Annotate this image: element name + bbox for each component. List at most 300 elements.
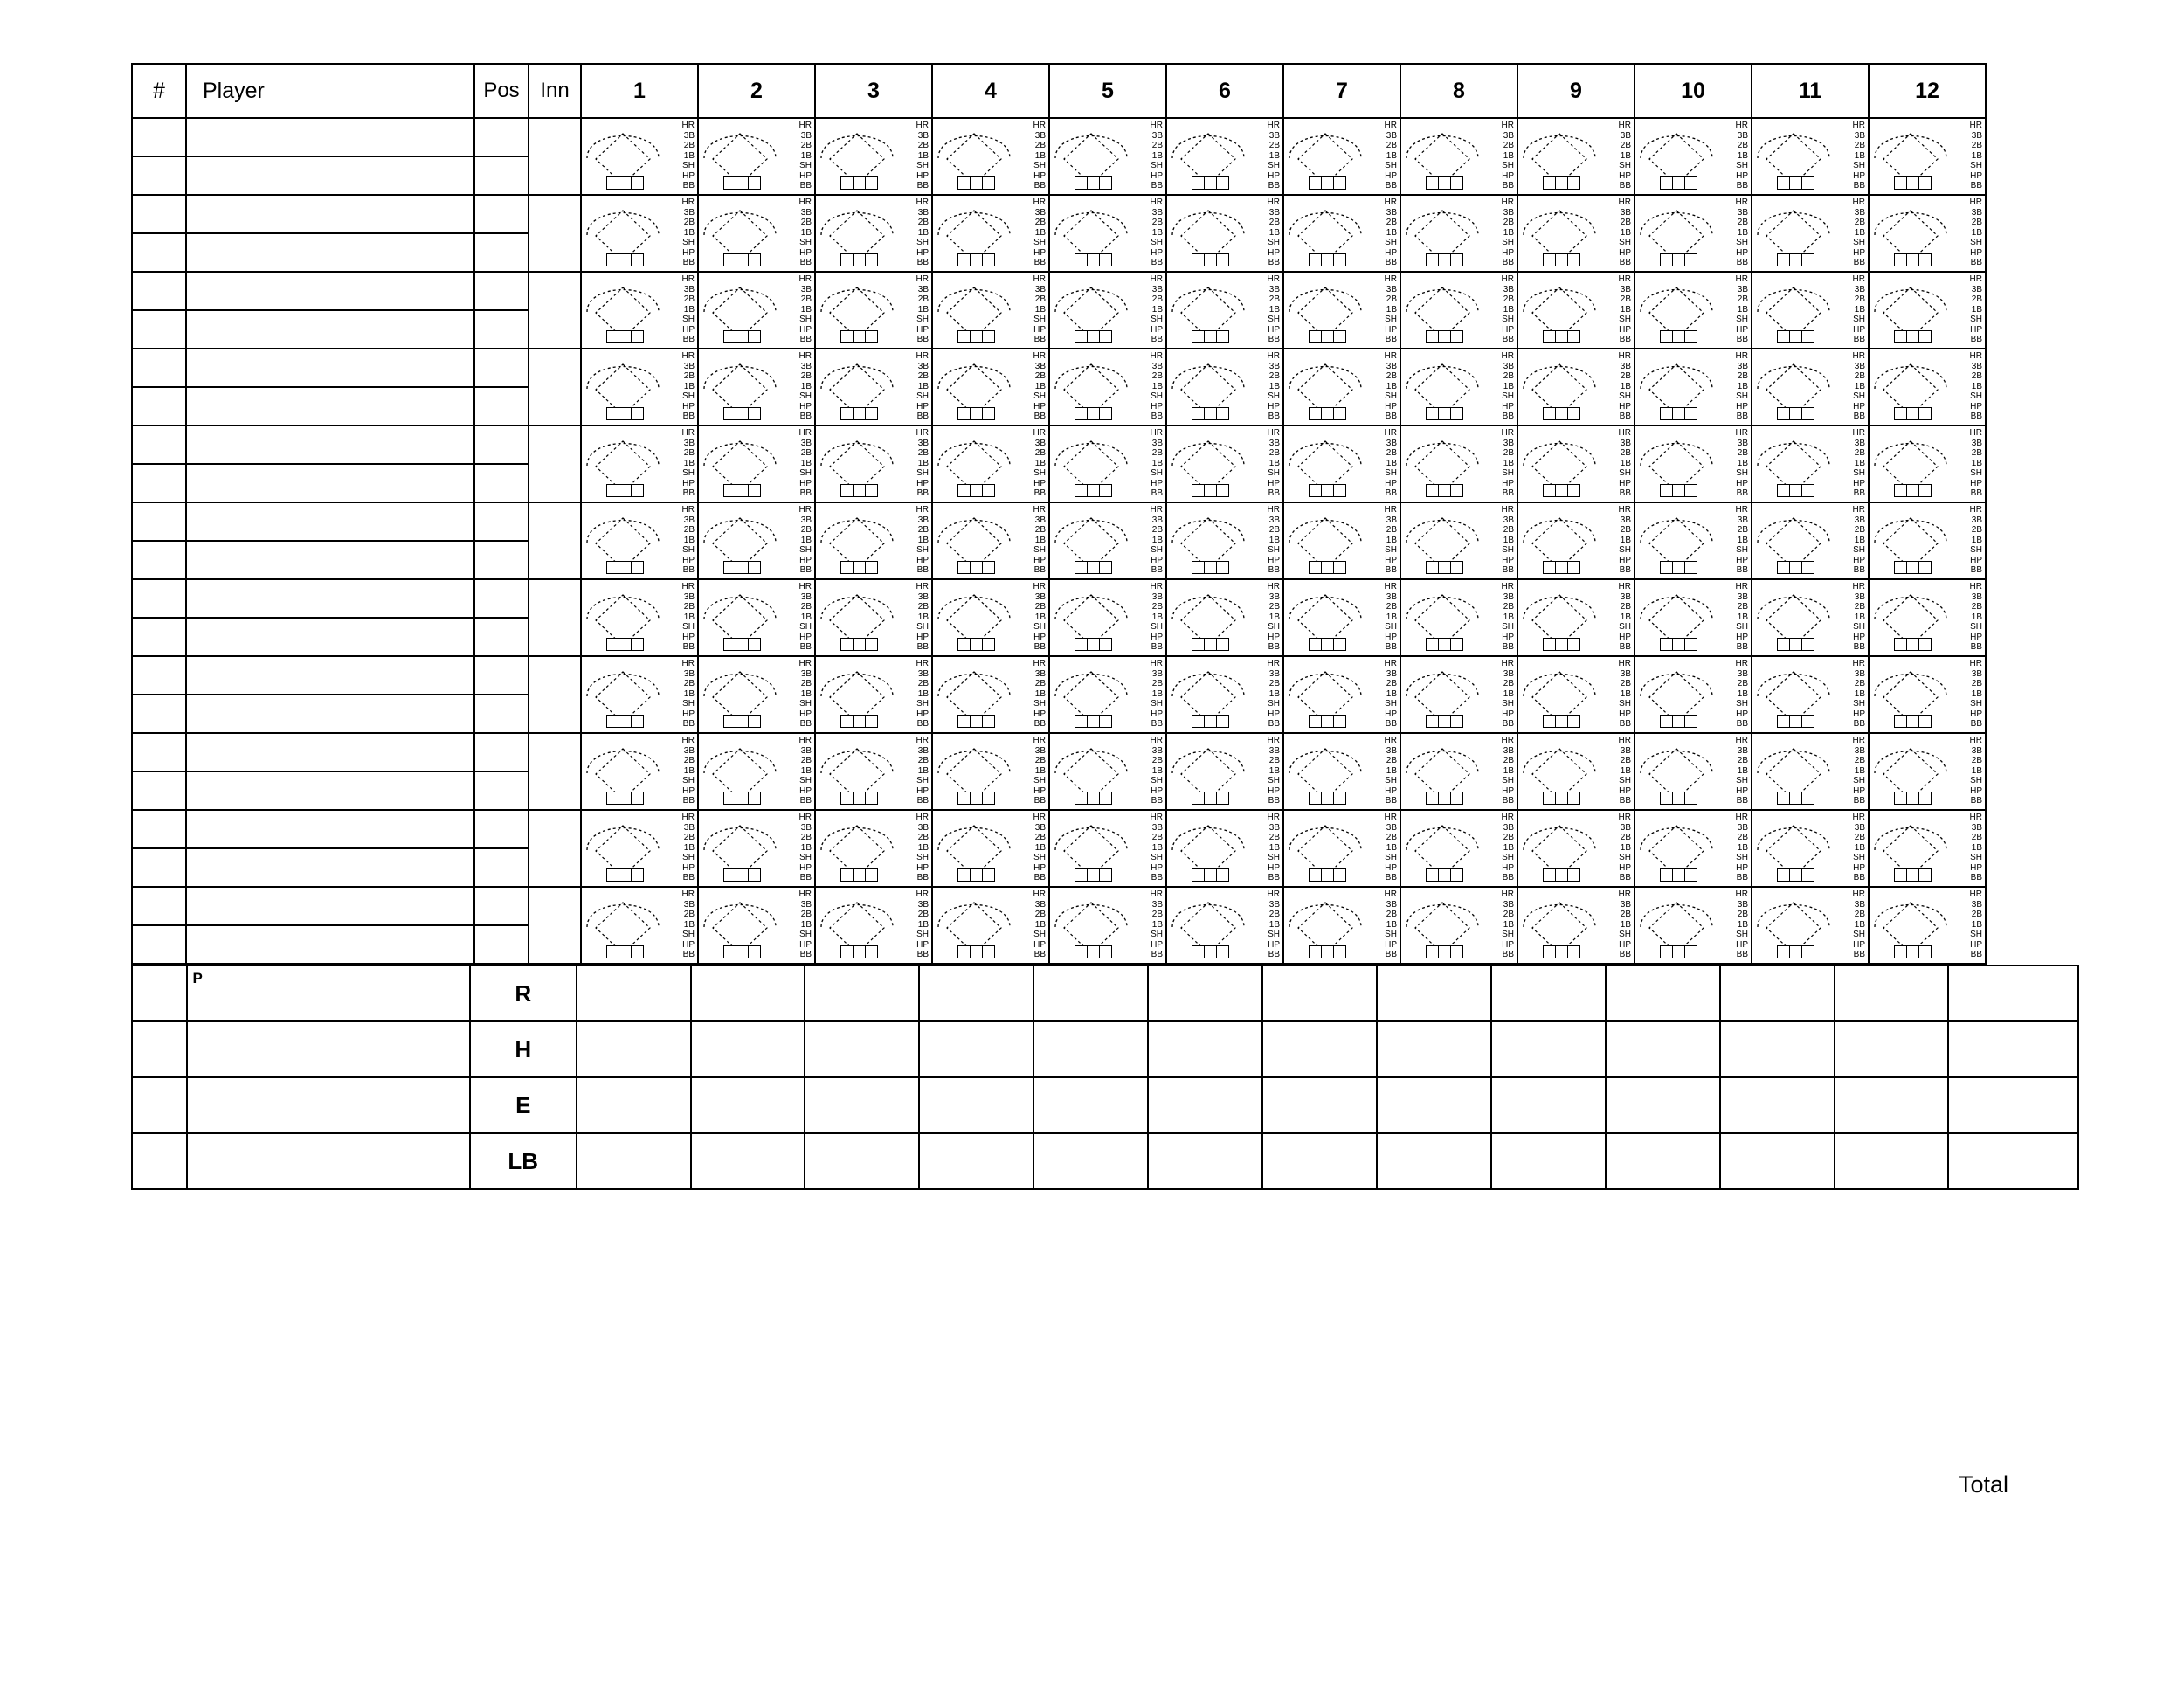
out-box[interactable] bbox=[1204, 945, 1217, 958]
diamond-graphic[interactable] bbox=[1752, 120, 1868, 193]
hit-label-HR[interactable]: HR bbox=[798, 736, 812, 745]
hit-label-HR[interactable]: HR bbox=[1969, 428, 1982, 438]
summary-inning-cell[interactable] bbox=[577, 1021, 691, 1077]
hit-label-HP[interactable]: HP bbox=[1619, 939, 1631, 950]
hit-label-3B[interactable]: 3B bbox=[683, 745, 695, 756]
diamond-cell[interactable] bbox=[698, 733, 815, 810]
out-box[interactable] bbox=[606, 253, 619, 266]
hit-label-HR[interactable]: HR bbox=[681, 736, 695, 745]
hit-label-SH[interactable]: SH bbox=[1619, 238, 1631, 247]
out-box[interactable] bbox=[1801, 638, 1814, 651]
summary-total-cell[interactable] bbox=[1948, 1077, 2078, 1133]
hit-label-HP[interactable]: HP bbox=[1853, 939, 1865, 950]
out-box[interactable] bbox=[1555, 484, 1568, 497]
hit-label-SH[interactable]: SH bbox=[1502, 545, 1514, 555]
diamond-cell[interactable] bbox=[698, 425, 815, 502]
out-box[interactable] bbox=[1087, 176, 1100, 190]
hit-label-HP[interactable]: HP bbox=[1736, 785, 1748, 796]
hit-label-1B[interactable]: 1B bbox=[1971, 612, 1982, 622]
hit-label-1B[interactable]: 1B bbox=[1854, 304, 1865, 315]
hit-label-2B[interactable]: 2B bbox=[1151, 602, 1163, 612]
diamond-cell[interactable] bbox=[815, 656, 932, 733]
hit-label-BB[interactable]: BB bbox=[1970, 488, 1982, 498]
diamond-cell[interactable] bbox=[1166, 733, 1283, 810]
diamond-cell[interactable] bbox=[1869, 425, 1986, 502]
hit-label-BB[interactable]: BB bbox=[1033, 950, 1046, 959]
hit-label-1B[interactable]: 1B bbox=[1386, 535, 1397, 545]
out-box[interactable] bbox=[970, 176, 983, 190]
summary-inning-cell[interactable] bbox=[1720, 1021, 1835, 1077]
hit-label-3B[interactable]: 3B bbox=[1151, 130, 1163, 141]
diamond-graphic[interactable] bbox=[582, 120, 697, 193]
hit-label-1B[interactable]: 1B bbox=[1034, 150, 1046, 161]
out-box[interactable] bbox=[1684, 484, 1697, 497]
out-box[interactable] bbox=[982, 715, 995, 728]
out-box[interactable] bbox=[1192, 945, 1205, 958]
diamond-cell[interactable] bbox=[1517, 579, 1635, 656]
hit-label-HP[interactable]: HP bbox=[1268, 709, 1280, 719]
hit-label-SH[interactable]: SH bbox=[799, 468, 812, 478]
out-box[interactable] bbox=[1777, 407, 1790, 420]
out-boxes[interactable] bbox=[840, 715, 877, 728]
hit-label-BB[interactable]: BB bbox=[682, 258, 695, 267]
hit-label-HP[interactable]: HP bbox=[1385, 478, 1397, 488]
hit-label-HP[interactable]: HP bbox=[1151, 862, 1163, 873]
hit-label-HR[interactable]: HR bbox=[1501, 813, 1514, 822]
summary-inning-cell[interactable] bbox=[577, 965, 691, 1021]
out-box[interactable] bbox=[957, 407, 971, 420]
diamond-graphic[interactable] bbox=[1635, 504, 1751, 578]
hit-label-1B[interactable]: 1B bbox=[1971, 535, 1982, 545]
hit-label-2B[interactable]: 2B bbox=[1268, 141, 1280, 150]
hit-label-BB[interactable]: BB bbox=[682, 873, 695, 882]
out-box[interactable] bbox=[1567, 715, 1580, 728]
diamond-cell[interactable] bbox=[698, 118, 815, 195]
hit-label-BB[interactable]: BB bbox=[682, 719, 695, 729]
hit-label-1B[interactable]: 1B bbox=[1620, 458, 1631, 468]
hit-label-2B[interactable]: 2B bbox=[1386, 294, 1397, 304]
hit-label-BB[interactable]: BB bbox=[1268, 565, 1280, 575]
cell-player-name-sub[interactable] bbox=[186, 156, 474, 195]
hit-label-1B[interactable]: 1B bbox=[800, 535, 812, 545]
out-boxes[interactable] bbox=[1426, 561, 1462, 574]
hit-label-SH[interactable]: SH bbox=[1151, 468, 1163, 478]
cell-player-name[interactable] bbox=[186, 349, 474, 387]
hit-label-1B[interactable]: 1B bbox=[1503, 304, 1514, 315]
summary-inning-cell[interactable] bbox=[919, 1077, 1033, 1133]
diamond-cell[interactable] bbox=[1049, 656, 1166, 733]
cell-number-sub[interactable] bbox=[132, 387, 186, 425]
hit-label-3B[interactable]: 3B bbox=[1737, 207, 1748, 218]
out-boxes[interactable] bbox=[1309, 715, 1345, 728]
out-box[interactable] bbox=[606, 945, 619, 958]
out-box[interactable] bbox=[1075, 176, 1088, 190]
diamond-cell[interactable] bbox=[1517, 656, 1635, 733]
hit-label-2B[interactable]: 2B bbox=[1620, 833, 1631, 842]
hit-label-SH[interactable]: SH bbox=[1736, 161, 1748, 170]
hit-label-3B[interactable]: 3B bbox=[1620, 284, 1631, 294]
out-box[interactable] bbox=[1543, 638, 1556, 651]
out-box[interactable] bbox=[970, 868, 983, 882]
hit-label-2B[interactable]: 2B bbox=[1971, 602, 1982, 612]
out-box[interactable] bbox=[970, 253, 983, 266]
out-box[interactable] bbox=[1087, 561, 1100, 574]
cell-player-name[interactable] bbox=[186, 656, 474, 695]
cell-player-name-sub[interactable] bbox=[186, 541, 474, 579]
hit-label-HP[interactable]: HP bbox=[1853, 632, 1865, 642]
summary-inning-cell[interactable] bbox=[691, 965, 805, 1021]
diamond-cell[interactable] bbox=[1752, 656, 1869, 733]
diamond-graphic[interactable] bbox=[1284, 889, 1400, 962]
hit-label-1B[interactable]: 1B bbox=[1854, 842, 1865, 853]
hit-label-SH[interactable]: SH bbox=[1151, 161, 1163, 170]
hit-label-HP[interactable]: HP bbox=[682, 478, 695, 488]
diamond-graphic[interactable] bbox=[1870, 273, 1985, 347]
out-box[interactable] bbox=[1789, 638, 1802, 651]
cell-number[interactable] bbox=[132, 887, 186, 925]
hit-label-HP[interactable]: HP bbox=[682, 939, 695, 950]
diamond-cell[interactable] bbox=[1635, 195, 1752, 272]
hit-label-BB[interactable]: BB bbox=[682, 950, 695, 959]
hit-label-HR[interactable]: HR bbox=[916, 274, 929, 284]
out-box[interactable] bbox=[723, 330, 736, 343]
hit-label-BB[interactable]: BB bbox=[1033, 719, 1046, 729]
cell-position[interactable] bbox=[474, 810, 529, 848]
hit-label-HR[interactable]: HR bbox=[1501, 505, 1514, 515]
diamond-cell[interactable] bbox=[932, 733, 1049, 810]
out-boxes[interactable] bbox=[1309, 176, 1345, 190]
hit-label-3B[interactable]: 3B bbox=[800, 745, 812, 756]
hit-label-SH[interactable]: SH bbox=[682, 468, 695, 478]
summary-inning-cell[interactable] bbox=[919, 1021, 1033, 1077]
hit-label-SH[interactable]: SH bbox=[1853, 161, 1865, 170]
hit-label-HP[interactable]: HP bbox=[1033, 478, 1046, 488]
hit-label-1B[interactable]: 1B bbox=[1620, 612, 1631, 622]
diamond-graphic[interactable] bbox=[1401, 812, 1517, 885]
out-boxes[interactable] bbox=[1543, 253, 1579, 266]
hit-label-HR[interactable]: HR bbox=[1384, 274, 1397, 284]
hit-label-1B[interactable]: 1B bbox=[1737, 458, 1748, 468]
hit-label-1B[interactable]: 1B bbox=[800, 688, 812, 699]
hit-label-HR[interactable]: HR bbox=[798, 121, 812, 130]
out-boxes[interactable] bbox=[606, 484, 643, 497]
hit-label-2B[interactable]: 2B bbox=[683, 141, 695, 150]
hit-label-SH[interactable]: SH bbox=[1619, 391, 1631, 401]
out-box[interactable] bbox=[1192, 638, 1205, 651]
diamond-cell[interactable] bbox=[1869, 887, 1986, 964]
out-box[interactable] bbox=[1906, 407, 1919, 420]
cell-player-name-sub[interactable] bbox=[186, 233, 474, 272]
hit-label-HP[interactable]: HP bbox=[1033, 555, 1046, 565]
diamond-graphic[interactable] bbox=[582, 350, 697, 424]
hit-label-HR[interactable]: HR bbox=[1384, 736, 1397, 745]
out-boxes[interactable] bbox=[1660, 945, 1697, 958]
out-box[interactable] bbox=[736, 253, 749, 266]
out-box[interactable] bbox=[970, 715, 983, 728]
hit-label-BB[interactable]: BB bbox=[1619, 488, 1631, 498]
out-box[interactable] bbox=[723, 792, 736, 805]
hit-label-BB[interactable]: BB bbox=[1736, 258, 1748, 267]
diamond-graphic[interactable] bbox=[816, 197, 931, 270]
hit-label-HR[interactable]: HR bbox=[1501, 428, 1514, 438]
hit-label-HP[interactable]: HP bbox=[682, 247, 695, 258]
hit-label-SH[interactable]: SH bbox=[1033, 545, 1046, 555]
diamond-cell[interactable] bbox=[1166, 656, 1283, 733]
out-boxes[interactable] bbox=[1894, 715, 1931, 728]
out-box[interactable] bbox=[1216, 715, 1229, 728]
diamond-cell[interactable] bbox=[815, 887, 932, 964]
diamond-cell[interactable] bbox=[1752, 118, 1869, 195]
out-box[interactable] bbox=[1204, 330, 1217, 343]
hit-label-HP[interactable]: HP bbox=[1502, 401, 1514, 412]
out-box[interactable] bbox=[1789, 253, 1802, 266]
out-box[interactable] bbox=[1555, 792, 1568, 805]
hit-label-HR[interactable]: HR bbox=[916, 428, 929, 438]
hit-label-SH[interactable]: SH bbox=[1151, 853, 1163, 862]
out-box[interactable] bbox=[1567, 561, 1580, 574]
hit-label-HR[interactable]: HR bbox=[1618, 582, 1631, 591]
hit-label-SH[interactable]: SH bbox=[1268, 545, 1280, 555]
hit-label-HP[interactable]: HP bbox=[1502, 939, 1514, 950]
hit-label-1B[interactable]: 1B bbox=[1620, 304, 1631, 315]
hit-label-BB[interactable]: BB bbox=[1268, 950, 1280, 959]
hit-label-2B[interactable]: 2B bbox=[1386, 756, 1397, 765]
hit-label-1B[interactable]: 1B bbox=[1151, 458, 1163, 468]
hit-label-2B[interactable]: 2B bbox=[1268, 679, 1280, 688]
hit-label-3B[interactable]: 3B bbox=[800, 361, 812, 371]
hit-label-3B[interactable]: 3B bbox=[1268, 361, 1280, 371]
hit-label-HR[interactable]: HR bbox=[681, 121, 695, 130]
hit-label-2B[interactable]: 2B bbox=[917, 294, 929, 304]
diamond-cell[interactable] bbox=[1049, 349, 1166, 425]
hit-label-SH[interactable]: SH bbox=[916, 776, 929, 785]
out-boxes[interactable] bbox=[1660, 715, 1697, 728]
hit-label-3B[interactable]: 3B bbox=[1971, 822, 1982, 833]
diamond-cell[interactable] bbox=[1869, 579, 1986, 656]
out-box[interactable] bbox=[1543, 253, 1556, 266]
out-boxes[interactable] bbox=[1894, 638, 1931, 651]
out-box[interactable] bbox=[1543, 792, 1556, 805]
hit-label-HP[interactable]: HP bbox=[1268, 632, 1280, 642]
hit-label-3B[interactable]: 3B bbox=[1268, 207, 1280, 218]
hit-label-HP[interactable]: HP bbox=[1033, 170, 1046, 181]
hit-label-BB[interactable]: BB bbox=[916, 642, 929, 652]
hit-label-BB[interactable]: BB bbox=[1268, 796, 1280, 806]
hit-label-3B[interactable]: 3B bbox=[1503, 668, 1514, 679]
diamond-graphic[interactable] bbox=[582, 581, 697, 654]
summary-inning-cell[interactable] bbox=[691, 1077, 805, 1133]
out-boxes[interactable] bbox=[1075, 638, 1111, 651]
diamond-graphic[interactable] bbox=[816, 581, 931, 654]
out-box[interactable] bbox=[840, 868, 854, 882]
hit-label-BB[interactable]: BB bbox=[1502, 873, 1514, 882]
hit-label-2B[interactable]: 2B bbox=[1034, 448, 1046, 458]
diamond-cell[interactable] bbox=[1752, 502, 1869, 579]
out-box[interactable] bbox=[1450, 945, 1463, 958]
hit-label-3B[interactable]: 3B bbox=[917, 438, 929, 448]
diamond-cell[interactable] bbox=[815, 810, 932, 887]
hit-label-HP[interactable]: HP bbox=[1619, 555, 1631, 565]
out-box[interactable] bbox=[1309, 561, 1322, 574]
hit-label-BB[interactable]: BB bbox=[1853, 950, 1865, 959]
hit-label-BB[interactable]: BB bbox=[1970, 796, 1982, 806]
hit-label-2B[interactable]: 2B bbox=[1268, 602, 1280, 612]
hit-label-1B[interactable]: 1B bbox=[1034, 458, 1046, 468]
out-box[interactable] bbox=[1204, 253, 1217, 266]
hit-label-HR[interactable]: HR bbox=[1735, 736, 1748, 745]
hit-label-SH[interactable]: SH bbox=[916, 238, 929, 247]
hit-label-1B[interactable]: 1B bbox=[683, 227, 695, 238]
cell-position[interactable] bbox=[474, 349, 529, 387]
out-box[interactable] bbox=[1894, 330, 1907, 343]
out-box[interactable] bbox=[619, 484, 632, 497]
hit-label-BB[interactable]: BB bbox=[916, 565, 929, 575]
hit-label-2B[interactable]: 2B bbox=[1151, 833, 1163, 842]
hit-label-HP[interactable]: HP bbox=[916, 632, 929, 642]
hit-label-1B[interactable]: 1B bbox=[683, 765, 695, 776]
out-box[interactable] bbox=[1216, 945, 1229, 958]
cell-number[interactable] bbox=[132, 195, 186, 233]
out-boxes[interactable] bbox=[1192, 484, 1228, 497]
hit-label-1B[interactable]: 1B bbox=[1268, 842, 1280, 853]
out-box[interactable] bbox=[1684, 330, 1697, 343]
hit-label-3B[interactable]: 3B bbox=[683, 822, 695, 833]
hit-label-3B[interactable]: 3B bbox=[1386, 668, 1397, 679]
hit-label-HR[interactable]: HR bbox=[1150, 889, 1163, 899]
hit-label-1B[interactable]: 1B bbox=[1854, 458, 1865, 468]
hit-label-SH[interactable]: SH bbox=[1268, 622, 1280, 632]
cell-number[interactable] bbox=[132, 349, 186, 387]
hit-label-3B[interactable]: 3B bbox=[1151, 591, 1163, 602]
hit-label-3B[interactable]: 3B bbox=[1386, 591, 1397, 602]
hit-label-HR[interactable]: HR bbox=[1852, 659, 1865, 668]
hit-label-1B[interactable]: 1B bbox=[1268, 919, 1280, 930]
diamond-graphic[interactable] bbox=[1752, 197, 1868, 270]
diamond-cell[interactable] bbox=[1869, 502, 1986, 579]
hit-label-3B[interactable]: 3B bbox=[1854, 899, 1865, 910]
hit-label-HR[interactable]: HR bbox=[1150, 274, 1163, 284]
out-boxes[interactable] bbox=[606, 330, 643, 343]
hit-label-SH[interactable]: SH bbox=[1151, 699, 1163, 709]
hit-label-HR[interactable]: HR bbox=[1852, 428, 1865, 438]
hit-label-BB[interactable]: BB bbox=[1033, 488, 1046, 498]
hit-label-HR[interactable]: HR bbox=[1501, 197, 1514, 207]
diamond-cell[interactable] bbox=[698, 887, 815, 964]
diamond-graphic[interactable] bbox=[933, 120, 1048, 193]
diamond-cell[interactable] bbox=[1635, 887, 1752, 964]
diamond-graphic[interactable] bbox=[1284, 427, 1400, 501]
out-box[interactable] bbox=[1789, 715, 1802, 728]
out-box[interactable] bbox=[619, 945, 632, 958]
out-boxes[interactable] bbox=[1426, 945, 1462, 958]
out-box[interactable] bbox=[1450, 792, 1463, 805]
diamond-graphic[interactable] bbox=[1518, 120, 1634, 193]
hit-label-1B[interactable]: 1B bbox=[1386, 150, 1397, 161]
diamond-cell[interactable] bbox=[815, 502, 932, 579]
hit-label-2B[interactable]: 2B bbox=[683, 910, 695, 919]
hit-label-BB[interactable]: BB bbox=[1853, 796, 1865, 806]
hit-label-HR[interactable]: HR bbox=[1033, 197, 1046, 207]
hit-label-SH[interactable]: SH bbox=[1970, 930, 1982, 939]
hit-label-SH[interactable]: SH bbox=[799, 161, 812, 170]
summary-inning-cell[interactable] bbox=[691, 1021, 805, 1077]
out-box[interactable] bbox=[1684, 638, 1697, 651]
summary-total-cell[interactable] bbox=[1948, 1133, 2078, 1189]
out-box[interactable] bbox=[1906, 561, 1919, 574]
diamond-graphic[interactable] bbox=[699, 427, 814, 501]
hit-label-SH[interactable]: SH bbox=[1268, 238, 1280, 247]
out-box[interactable] bbox=[1672, 561, 1685, 574]
hit-label-BB[interactable]: BB bbox=[1385, 873, 1397, 882]
hit-label-SH[interactable]: SH bbox=[916, 545, 929, 555]
hit-label-BB[interactable]: BB bbox=[799, 719, 812, 729]
hit-label-3B[interactable]: 3B bbox=[1386, 130, 1397, 141]
cell-position[interactable] bbox=[474, 118, 529, 156]
hit-label-SH[interactable]: SH bbox=[916, 161, 929, 170]
hit-label-2B[interactable]: 2B bbox=[800, 756, 812, 765]
out-box[interactable] bbox=[1333, 561, 1346, 574]
hit-label-3B[interactable]: 3B bbox=[1034, 745, 1046, 756]
hit-label-1B[interactable]: 1B bbox=[800, 919, 812, 930]
hit-label-1B[interactable]: 1B bbox=[1151, 227, 1163, 238]
hit-label-3B[interactable]: 3B bbox=[1854, 130, 1865, 141]
hit-label-3B[interactable]: 3B bbox=[1268, 668, 1280, 679]
out-box[interactable] bbox=[1660, 407, 1673, 420]
hit-label-SH[interactable]: SH bbox=[1970, 853, 1982, 862]
hit-label-BB[interactable]: BB bbox=[799, 412, 812, 421]
hit-label-HR[interactable]: HR bbox=[1033, 274, 1046, 284]
diamond-graphic[interactable] bbox=[816, 889, 931, 962]
out-box[interactable] bbox=[1543, 868, 1556, 882]
hit-label-1B[interactable]: 1B bbox=[1268, 612, 1280, 622]
out-boxes[interactable] bbox=[606, 638, 643, 651]
hit-label-HR[interactable]: HR bbox=[1267, 659, 1280, 668]
hit-label-HR[interactable]: HR bbox=[1969, 813, 1982, 822]
hit-label-1B[interactable]: 1B bbox=[1268, 765, 1280, 776]
out-boxes[interactable] bbox=[723, 330, 760, 343]
hit-label-BB[interactable]: BB bbox=[1502, 335, 1514, 344]
cell-number[interactable] bbox=[132, 579, 186, 618]
out-box[interactable] bbox=[723, 638, 736, 651]
out-boxes[interactable] bbox=[1894, 792, 1931, 805]
hit-label-SH[interactable]: SH bbox=[682, 930, 695, 939]
hit-label-3B[interactable]: 3B bbox=[1971, 668, 1982, 679]
hit-label-SH[interactable]: SH bbox=[1970, 545, 1982, 555]
hit-label-SH[interactable]: SH bbox=[1502, 315, 1514, 324]
out-boxes[interactable] bbox=[1426, 715, 1462, 728]
diamond-cell[interactable] bbox=[1166, 195, 1283, 272]
out-box[interactable] bbox=[1906, 330, 1919, 343]
hit-label-1B[interactable]: 1B bbox=[1620, 150, 1631, 161]
hit-label-2B[interactable]: 2B bbox=[917, 910, 929, 919]
out-boxes[interactable] bbox=[1192, 330, 1228, 343]
hit-label-3B[interactable]: 3B bbox=[1503, 207, 1514, 218]
hit-label-HR[interactable]: HR bbox=[1618, 813, 1631, 822]
hit-label-HR[interactable]: HR bbox=[916, 121, 929, 130]
hit-label-1B[interactable]: 1B bbox=[800, 765, 812, 776]
hit-label-2B[interactable]: 2B bbox=[1503, 141, 1514, 150]
diamond-graphic[interactable] bbox=[1050, 350, 1165, 424]
diamond-cell[interactable] bbox=[1283, 425, 1400, 502]
out-box[interactable] bbox=[982, 253, 995, 266]
hit-label-HP[interactable]: HP bbox=[1970, 785, 1982, 796]
out-box[interactable] bbox=[1918, 945, 1932, 958]
diamond-cell[interactable] bbox=[698, 195, 815, 272]
hit-label-HR[interactable]: HR bbox=[681, 659, 695, 668]
hit-label-HP[interactable]: HP bbox=[799, 862, 812, 873]
out-box[interactable] bbox=[748, 945, 761, 958]
hit-label-3B[interactable]: 3B bbox=[1737, 361, 1748, 371]
